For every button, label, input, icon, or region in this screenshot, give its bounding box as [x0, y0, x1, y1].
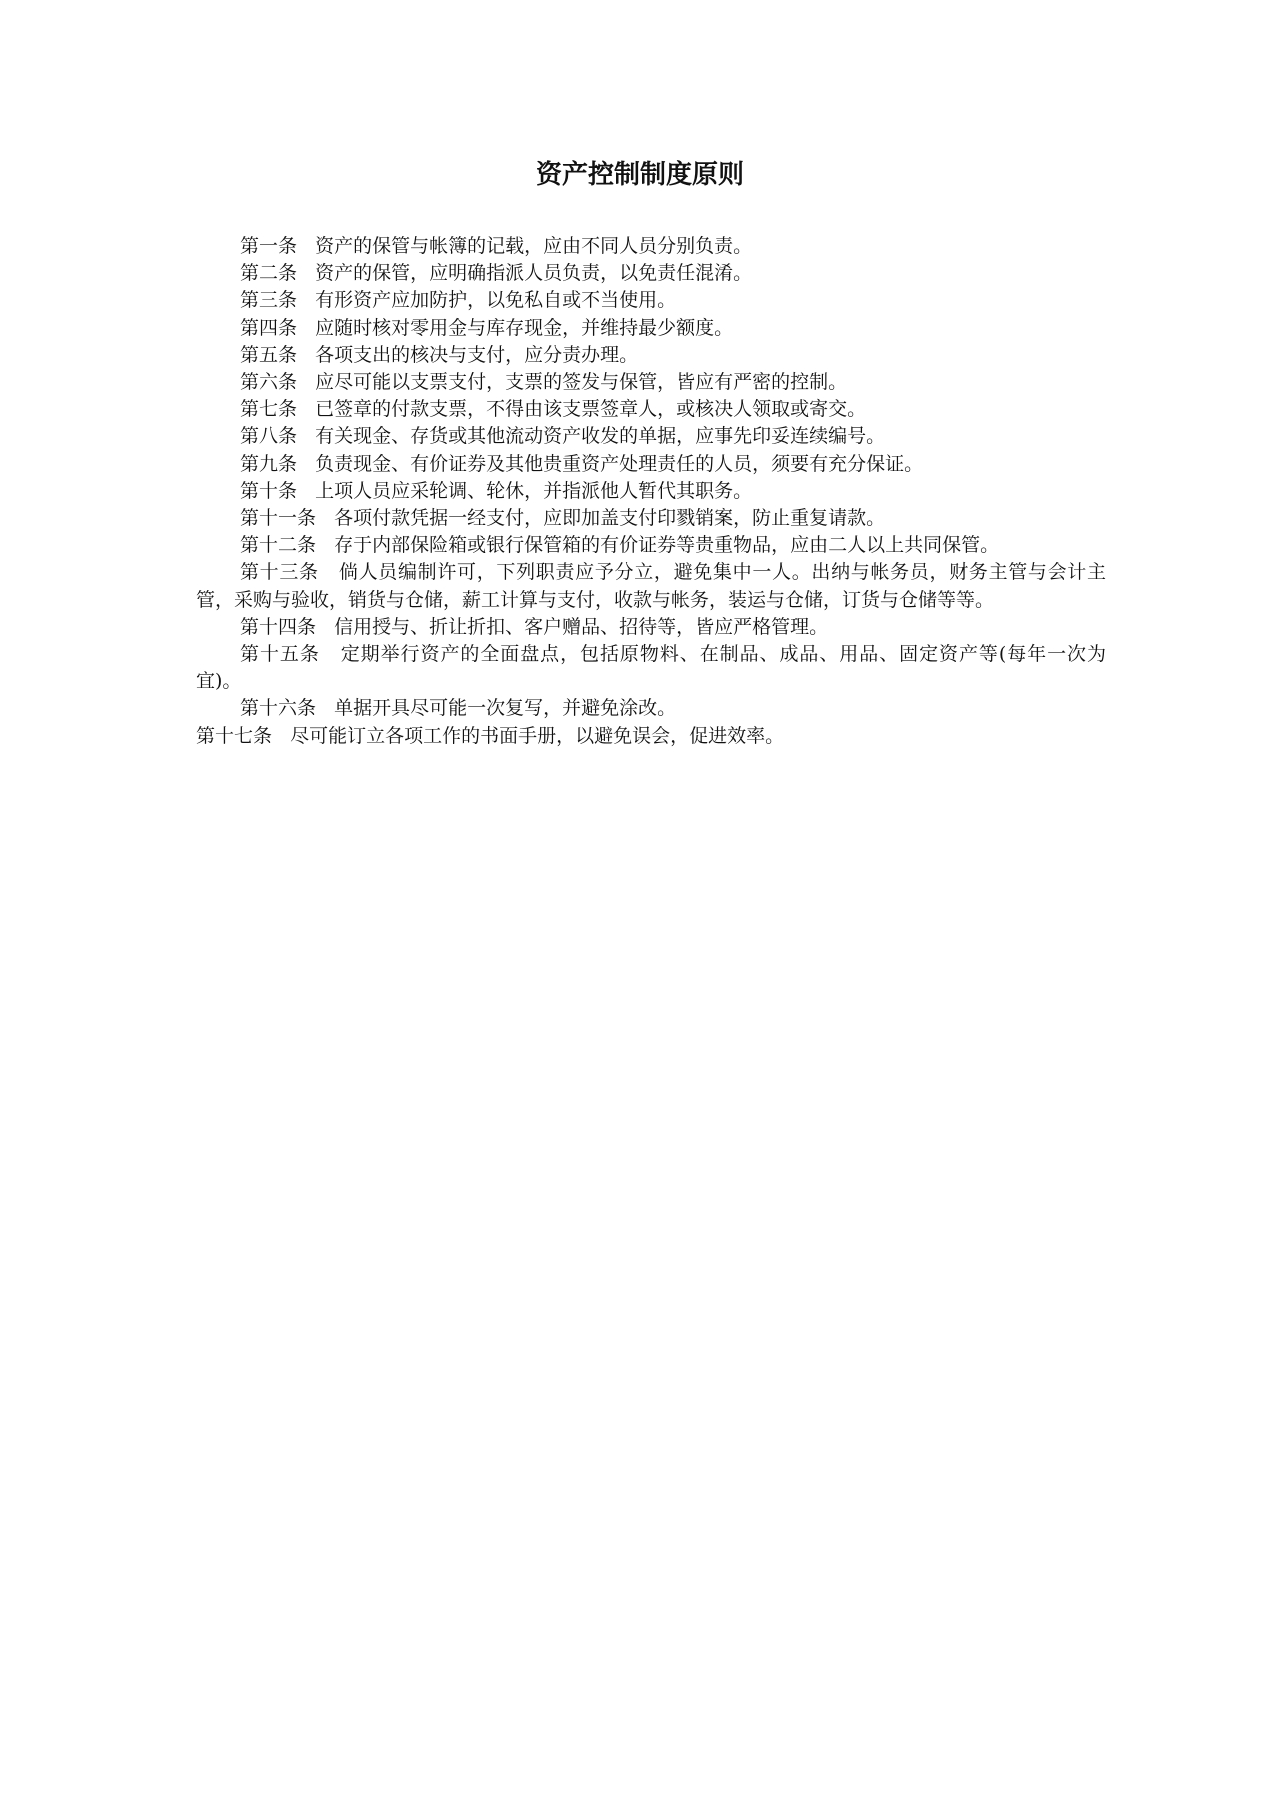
article-5: 第五条 各项支出的核决与支付，应分责办理。 — [240, 343, 639, 366]
article-1: 第一条 资产的保管与帐簿的记载，应由不同人员分别负责。 — [240, 235, 753, 257]
article-12: 第十二条 存于内部保险箱或银行保管箱的有价证券等贵重物品，应由二人以上共同保管。 — [240, 534, 1000, 557]
article-6: 第六条 应尽可能以支票支付，支票的签发与保管，皆应有严密的控制。 — [240, 371, 848, 394]
document-title: 资产控制制度原则 — [535, 160, 744, 190]
article-3: 第三条 有形资产应加防护，以免私自或不当使用。 — [240, 289, 677, 312]
article-14: 第十四条 信用授与、折让折扣、客户赠品、招待等，皆应严格管理。 — [240, 615, 829, 638]
article-9: 第九条 负责现金、有价证券及其他贵重资产处理责任的人员，须要有充分保证。 — [240, 452, 924, 475]
article-15: 第十五条 定期举行资产的全面盘点，包括原物料、在制品、成品、用品、固定资产等(每年一次为宜)。 — [196, 643, 1106, 693]
article-11: 第十一条 各项付款凭据一经支付，应即加盖支付印戮销案，防止重复请款。 — [240, 507, 886, 530]
article-2: 第二条 资产的保管，应明确指派人员负责，以免责任混淆。 — [240, 262, 753, 285]
article-16: 第十六条 单据开具尽可能一次复写，并避免涂改。 — [240, 697, 677, 720]
article-8: 第八条 有关现金、存货或其他流动资产收发的单据，应事先印妥连续编号。 — [240, 425, 886, 448]
article-17: 第十七条 尽可能订立各项工作的书面手册，以避免误会，促进效率。 — [196, 724, 785, 747]
article-10: 第十条 上项人员应采轮调、轮休，并指派他人暂代其职务。 — [240, 479, 753, 502]
document-body — [196, 233, 1106, 750]
article-7: 第七条 已签章的付款支票，不得由该支票签章人，或核决人领取或寄交。 — [240, 398, 867, 421]
article-4: 第四条 应随时核对零用金与库存现金，并维持最少额度。 — [240, 316, 734, 339]
article-13: 第十三条 倘人员编制许可，下列职责应予分立，避免集中一人。出纳与帐务员，财务主管与会计主管，采购与验收，销货与仓储，薪工计算与支付，收款与帐务，装运与仓储，订货与仓储等等。 — [196, 561, 1106, 611]
